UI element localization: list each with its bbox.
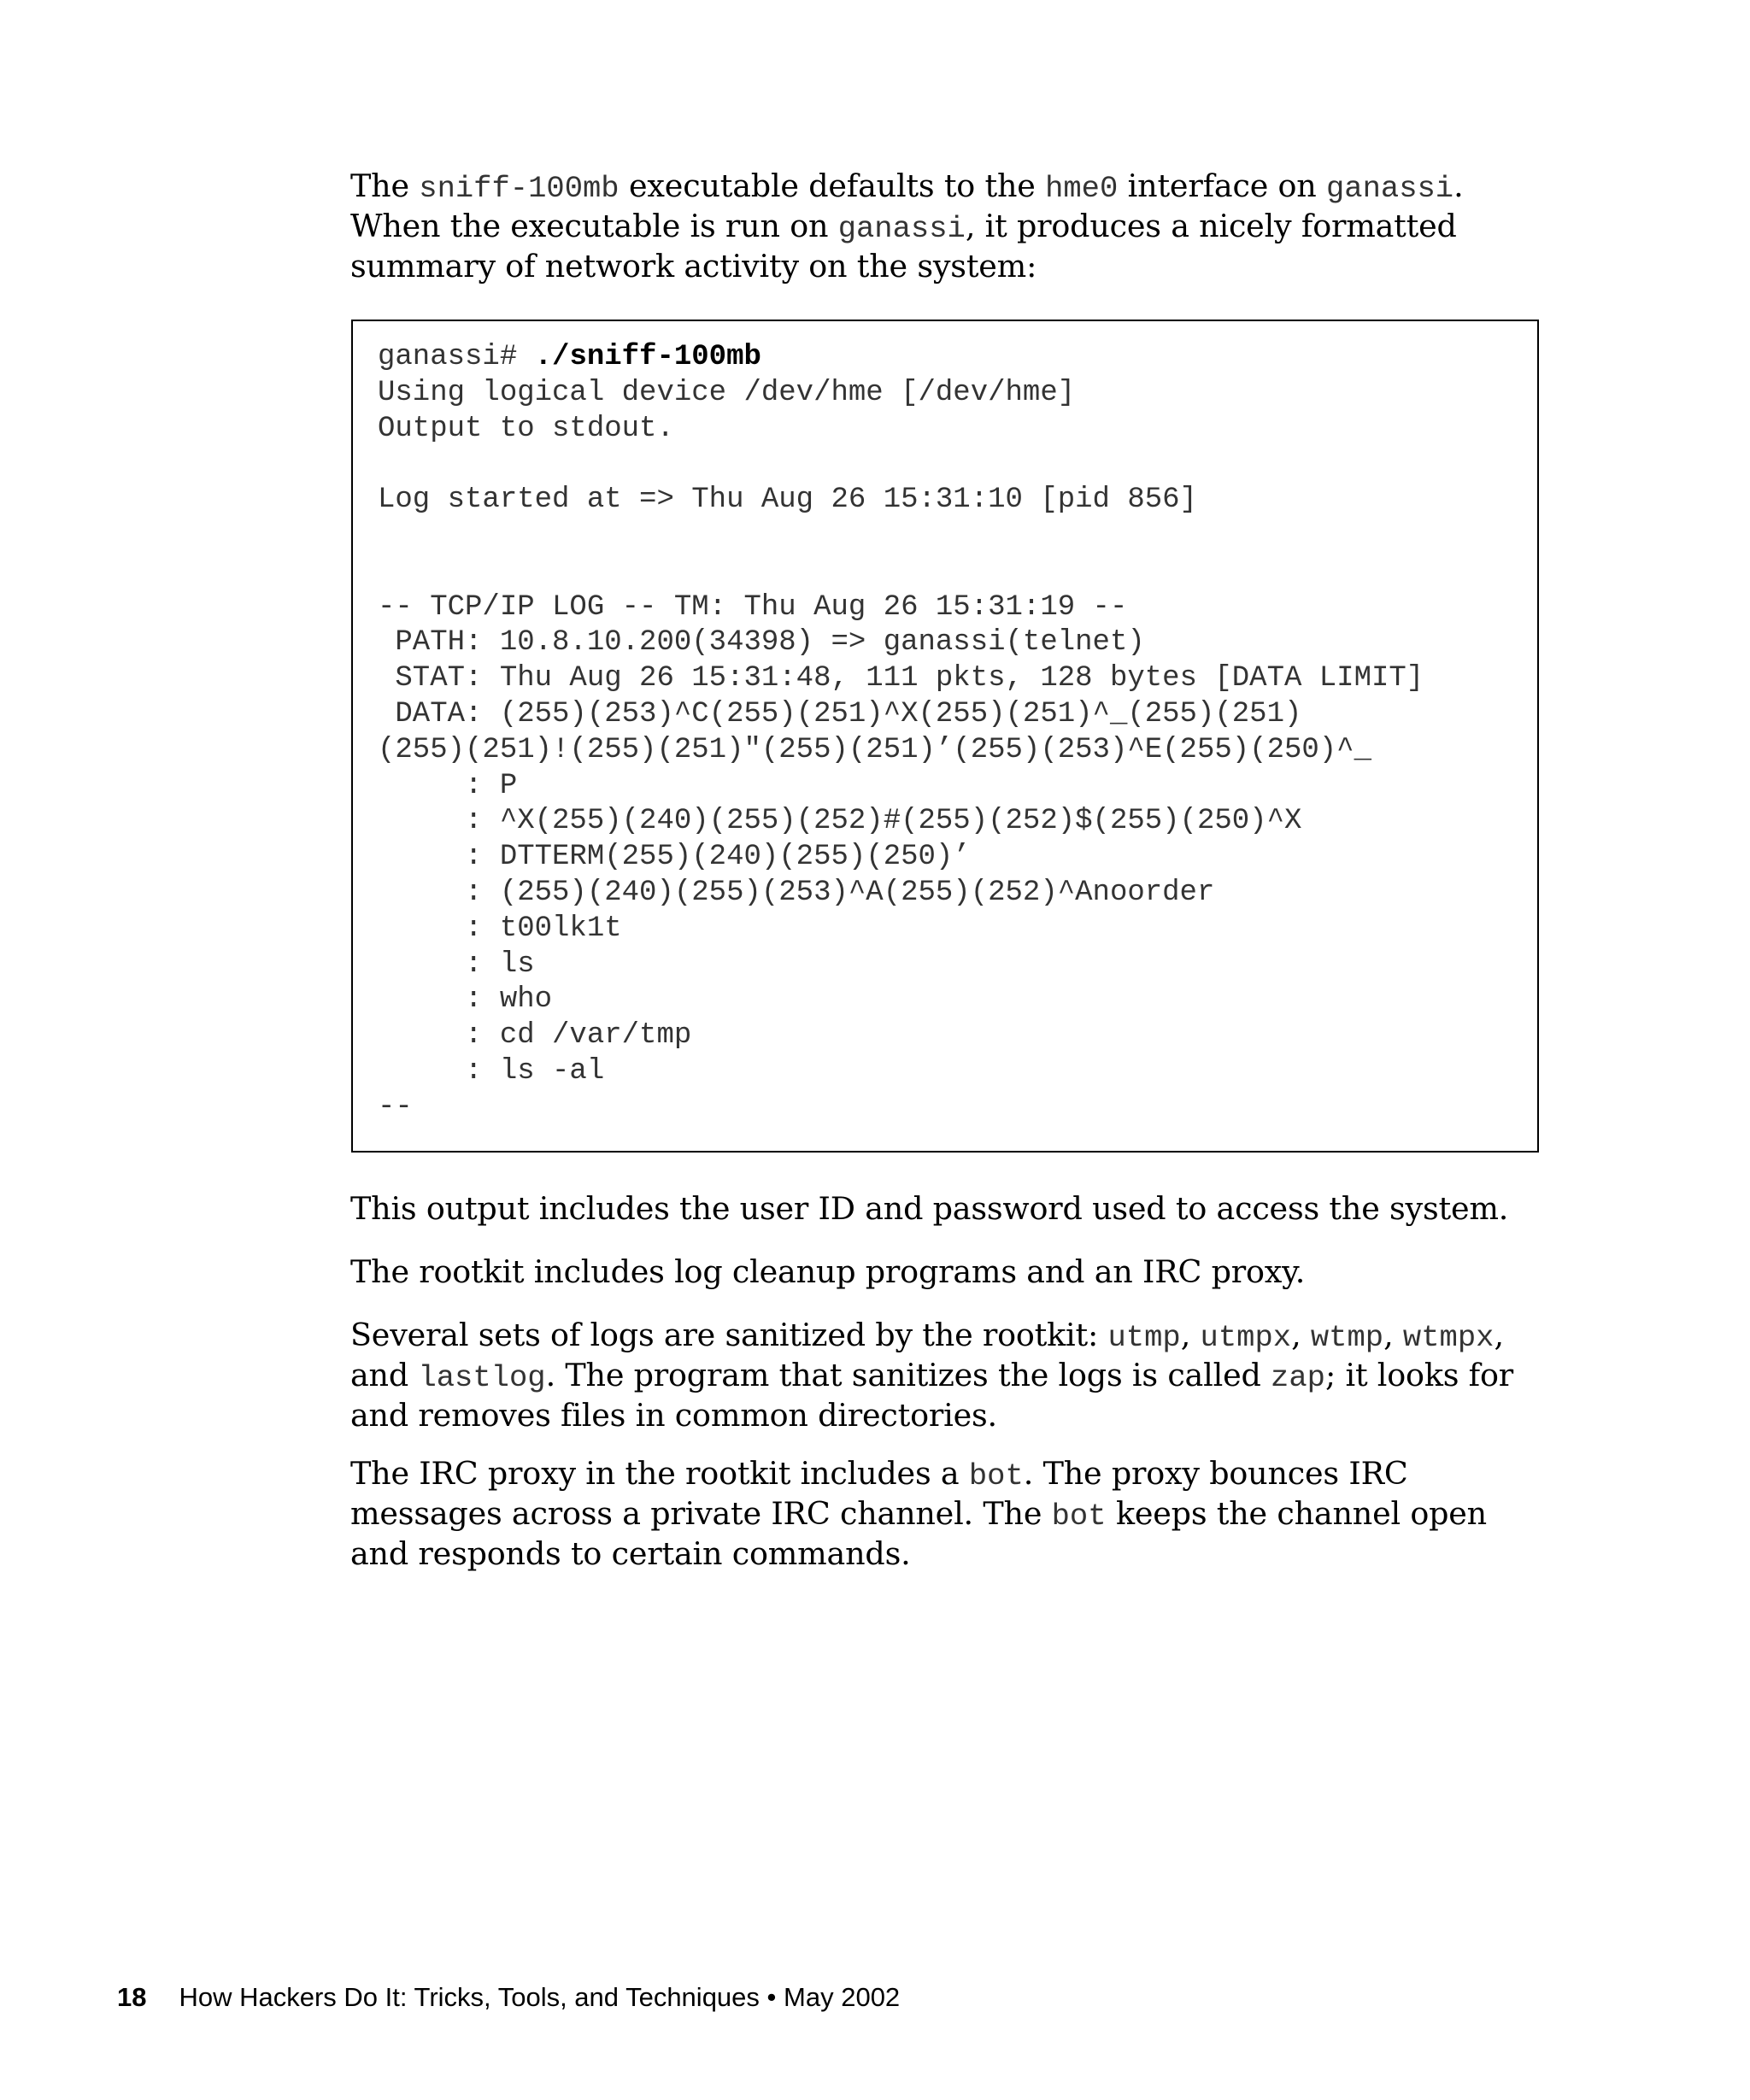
code-term-hme0: hme0 (1045, 171, 1119, 206)
text-run: , (1291, 1317, 1311, 1353)
code-term-utmp: utmp (1107, 1320, 1181, 1355)
code-term-zap: zap (1271, 1360, 1325, 1395)
code-term-sniff: sniff-100mb (419, 171, 620, 206)
text-run: The IRC proxy in the rootkit includes a (350, 1455, 969, 1492)
text-run: Several sets of logs are sanitized by the rootkit: (350, 1317, 1108, 1353)
paragraph-userid: This output includes the user ID and password used to access the system. (350, 1190, 1509, 1227)
code-example-box (351, 320, 1539, 1153)
text-run: , it produces a nicely formatted summary of network activity on the system: (350, 208, 1457, 284)
text-run: executable defaults to the (619, 167, 1046, 204)
text-run: The (350, 167, 420, 204)
text-run: . When the executable is run on (350, 167, 1464, 244)
text-run: . The proxy bounces IRC messages across a private IRC channel. The (350, 1455, 1408, 1532)
footer-separator: • (766, 1982, 777, 2012)
text-run: , (1180, 1317, 1201, 1353)
book-title: How Hackers Do It: Tricks, Tools, and Techniques (179, 1982, 760, 2012)
code-term-bot: bot (968, 1458, 1024, 1493)
shell-prompt: ganassi# (378, 341, 535, 373)
code-term-lastlog: lastlog (418, 1360, 546, 1395)
code-term-wtmpx: wtmpx (1402, 1320, 1495, 1355)
command-output: Using logical device /dev/hme [/dev/hme] Output to stdout. Log started at => Thu Aug 26 15:31:10 [pid 856] -- TCP/IP LOG -- TM: Thu Aug 26 15:31:19 -- PATH: 10.8.10.200(34398) => ganassi(telnet) STAT: Thu Aug 26 15:31:48, 111 pkts, 128 bytes [DATA LIMIT] DATA: (255)(253)^C(255)(251)^X(255)(251)^_(255)(251) (255)(251)!(255)(251)"(255)(251)’(255)(253)^E(255)(250)^_ : P : ^X(255)(240)(255)(252)#(255)(252)$(255)(250)^X : DTTERM(255)(240)(255)(250)’ : (255)(240)(255)(253)^A(255)(252)^Anoorder : t00lk1t : ls : who : cd /var/tmp : ls -al -- (378, 376, 1424, 1123)
text-run: , (1383, 1317, 1403, 1353)
text-run: . The program that sanitizes the logs is called (545, 1357, 1271, 1393)
text-run: keeps the channel open and responds to certain commands. (350, 1495, 1487, 1572)
paragraph-rootkit: The rootkit includes log cleanup programs and an IRC proxy. (350, 1253, 1306, 1290)
page-footer (117, 1980, 900, 2015)
page-number: 18 (117, 1982, 147, 2012)
code-term-ganassi: ganassi (1325, 171, 1454, 206)
code-term-utmpx: utmpx (1200, 1320, 1292, 1355)
text-run: interface on (1118, 167, 1326, 204)
shell-command: ./sniff-100mb (534, 341, 761, 373)
code-term-ganassi: ganassi (837, 211, 966, 246)
logs-paragraph (350, 1317, 1542, 1434)
code-listing (378, 340, 1424, 1126)
publication-date: May 2002 (784, 1982, 901, 2012)
irc-paragraph (350, 1455, 1542, 1573)
code-term-bot: bot (1051, 1499, 1107, 1534)
text-run: , and (350, 1317, 1504, 1393)
text-run: ; it looks for and removes files in common directories. (350, 1357, 1514, 1434)
intro-paragraph (350, 167, 1542, 285)
code-term-wtmp: wtmp (1310, 1320, 1384, 1355)
